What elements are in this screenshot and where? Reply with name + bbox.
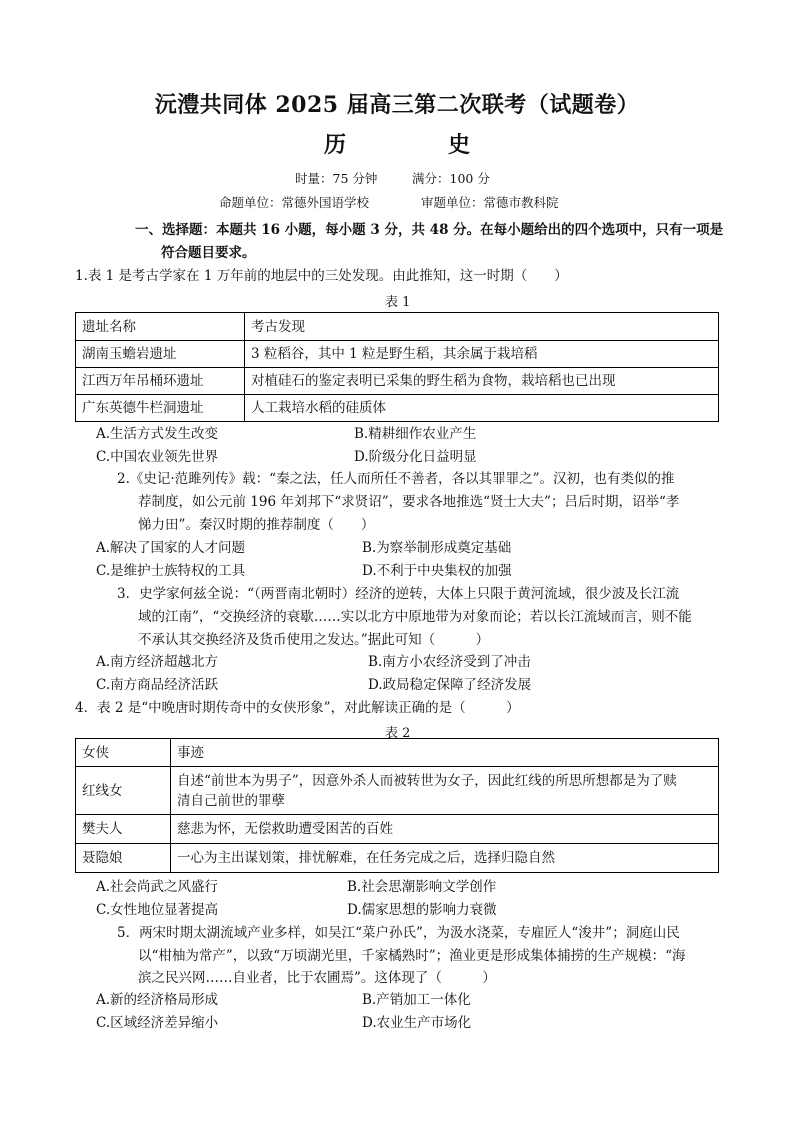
table-header-cell: 考古发现 (245, 313, 719, 341)
table-row (76, 341, 719, 368)
table-cell-line: 清自己前世的罪孽 (177, 792, 285, 809)
exam-title: 沅澧共同体 2025 届高三第二次联考（试题卷） (154, 92, 640, 118)
table-row (76, 368, 719, 395)
table-cell: 慈悲为怀，无偿救助遭受困苦的百姓 (171, 815, 719, 844)
q5-option-d: D.农业生产市场化 (362, 1015, 472, 1031)
table-row (76, 844, 719, 873)
q4-option-a: A.社会尚武之风盛行 (96, 879, 219, 895)
table-cell: 江西万年吊桶环遗址 (76, 368, 245, 395)
q2-stem-line3: 悌力田”。秦汉时期的推荐制度（ ） (138, 517, 375, 533)
table-cell: 人工栽培水稻的硅质体 (245, 395, 719, 422)
q5-option-b: B.产销加工一体化 (362, 992, 471, 1008)
q3-option-a: A.南方经济超越北方 (96, 654, 219, 670)
table-row (76, 815, 719, 844)
q3-stem-line3: 不承认其交换经济及货币使用之发达。”据此可知（ ） (138, 632, 490, 648)
subject-title: 历 史 (323, 132, 510, 158)
q5-option-c: C.区域经济差异缩小 (96, 1015, 219, 1031)
table-header-cell: 事迹 (171, 739, 719, 767)
q3-option-d: D.政局稳定保障了经济发展 (368, 677, 532, 693)
table-cell: 一心为主出谋划策，排忧解难，在任务完成之后，选择归隐自然 (171, 844, 719, 873)
q5-stem-line2: 以“柑柚为常产”，以致“万顷湖光里，千家橘熟时”；渔业更是形成集体捕捞的生产规模：“海 (138, 948, 686, 964)
section-instruction-line1: 一、选择题：本题共 16 小题，每小题 3 分，共 48 分。在每小题给出的四个选项中，只有一项是 (135, 222, 724, 238)
q4-option-c: C.女性地位显著提高 (96, 902, 219, 918)
q2-option-a: A.解决了国家的人才问题 (96, 540, 246, 556)
table2 (75, 738, 719, 873)
table-row (76, 395, 719, 422)
reviewer-unit: 审题单位：常德市教科院 (421, 195, 559, 210)
table-cell: 3 粒稻谷，其中 1 粒是野生稻，其余属于栽培稻 (245, 341, 719, 368)
q3-option-b: B.南方小农经济受到了冲击 (368, 654, 531, 670)
q5-option-a: A.新的经济格局形成 (96, 992, 219, 1008)
table-cell: 对植硅石的鉴定表明已采集的野生稻为食物，栽培稻也已出现 (245, 368, 719, 395)
q1-option-d: D.阶级分化日益明显 (354, 449, 477, 465)
table-cell-line: 自述“前世本为男子”，因意外杀人而被转世为女子，因此红线的所思所想都是为了赎 (177, 772, 677, 789)
q3-stem-line1: 3．史学家何兹全说：“（两晋南北朝时）经济的逆转，大体上只限于黄河流域，很少波及长江流 (117, 586, 680, 602)
table-header-cell: 遗址名称 (76, 313, 245, 341)
q3-option-c: C.南方商品经济活跃 (96, 677, 219, 693)
q1-stem: 1.表 1 是考古学家在 1 万年前的地层中的三处发现。由此推知，这一时期（ ） (75, 268, 568, 284)
table-cell: 樊夫人 (76, 815, 171, 844)
section-instruction-line2: 符合题目要求。 (161, 245, 256, 261)
q2-stem-line2: 荐制度，如公元前 196 年刘邦下“求贤诏”，要求各地推选“贤士大夫”；吕后时期，诏举“孝 (138, 494, 680, 510)
table-cell: 聂隐娘 (76, 844, 171, 873)
q5-stem-line1: 5．两宋时期太湖流域产业多样，如吴江“菜户孙氏”，为汲水浇菜，专雇匠人“浚井”；洞庭山民 (117, 925, 680, 941)
q2-option-c: C.是维护士族特权的工具 (96, 563, 246, 579)
table-cell (171, 767, 719, 815)
table-header-cell: 女侠 (76, 739, 171, 767)
table-row (76, 767, 719, 815)
exam-time: 时量：75 分钟 (295, 171, 378, 186)
q4-stem: 4．表 2 是“中晚唐时期传奇中的女侠形象”，对此解读正确的是（ ） (75, 700, 520, 716)
q4-option-d: D.儒家思想的影响力衰微 (347, 902, 497, 918)
exam-score: 满分：100 分 (412, 171, 490, 186)
table1-caption: 表 1 (385, 295, 411, 310)
q2-option-d: D.不利于中央集权的加强 (362, 563, 512, 579)
q1-option-c: C.中国农业领先世界 (96, 449, 219, 465)
q5-stem-line3: 滨之民兴网……自业者，比于农圃焉”。这体现了（ ） (138, 970, 496, 986)
q1-option-a: A.生活方式发生改变 (96, 426, 219, 442)
table-cell: 广东英德牛栏洞遗址 (76, 395, 245, 422)
composer-unit: 命题单位：常德外国语学校 (219, 195, 370, 210)
table2-caption: 表 2 (385, 726, 411, 741)
table-cell: 红线女 (76, 767, 171, 815)
table1 (75, 312, 719, 422)
q2-option-b: B.为察举制形成奠定基础 (362, 540, 512, 556)
table-header-row (76, 313, 719, 341)
table-cell: 湖南玉蟾岩遗址 (76, 341, 245, 368)
q1-option-b: B.精耕细作农业产生 (354, 426, 477, 442)
q4-option-b: B.社会思潮影响文学创作 (347, 879, 497, 895)
table-header-row (76, 739, 719, 767)
q3-stem-line2: 域的江南”，“交换经济的衰歇……实以北方中原地带为对象而论；若以长江流域而言，则不能 (138, 609, 692, 625)
q2-stem-line1: 2.《史记·范雎列传》载：“秦之法，任人而所任不善者，各以其罪罪之”。汉初，也有类似的推 (117, 471, 675, 487)
